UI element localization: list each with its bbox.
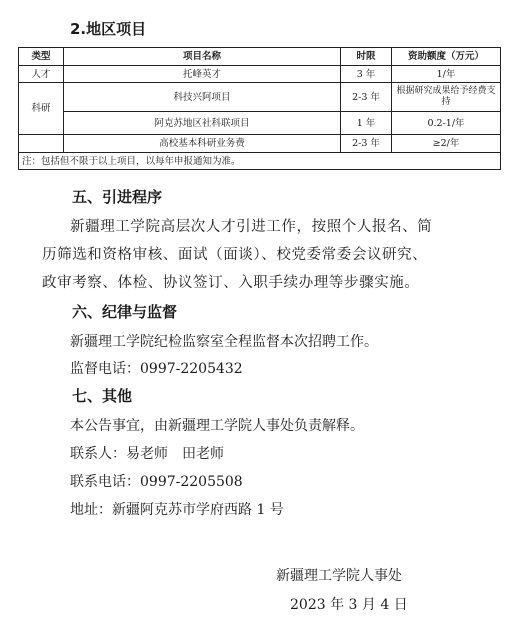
- section-5-line: 政审考察、体检、协议签订、入职手续办理等步骤实施。: [42, 275, 420, 291]
- section-6-title: 六、纪律与监督: [72, 303, 178, 321]
- section-5-title: 五、引进程序: [72, 188, 163, 206]
- header-name: 项目名称: [64, 48, 341, 66]
- signature-date: 2023 年 3 月 4 日: [290, 597, 408, 613]
- table-note: 注：包括但不限于以上项目，以每年申报通知为准。: [19, 153, 501, 170]
- table-row: [19, 112, 501, 135]
- funding-table: [18, 47, 501, 170]
- section-6-line: 新疆理工学院纪检监察室全程监督本次招聘工作。: [70, 334, 378, 350]
- section-5-line: 新疆理工学院高层次人才引进工作，按照个人报名、简: [70, 219, 433, 235]
- cell-name: 科技兴阿项目: [64, 83, 341, 112]
- header-amount: 资助额度（万元）: [392, 48, 501, 66]
- cell-amount: 根据研究成果给予经费支持: [392, 83, 501, 112]
- table-row: [19, 135, 501, 153]
- signature-org: 新疆理工学院人事处: [276, 568, 402, 584]
- cell-type: 科研: [19, 83, 64, 135]
- supervision-phone: 监督电话：0997-2205432: [70, 361, 243, 377]
- cell-name: 阿克苏地区社科联项目: [64, 112, 341, 135]
- section-5-line: 历筛选和资格审核、面试（面谈）、校党委常委会议研究、: [42, 247, 428, 263]
- cell-name: 托峰英才: [64, 66, 341, 83]
- cell-name: 高校基本科研业务费: [64, 135, 341, 153]
- table-header-row: [19, 48, 501, 66]
- section-7-title: 七、其他: [72, 387, 133, 405]
- cell-period: 2-3 年: [341, 83, 392, 112]
- section-7-line: 本公告事宜，由新疆理工学院人事处负责解释。: [70, 418, 364, 434]
- contact-phone: 联系电话：0997-2205508: [70, 474, 243, 490]
- header-period: 时限: [341, 48, 392, 66]
- cell-period: 3 年: [341, 66, 392, 83]
- cell-period: 2-3 年: [341, 135, 392, 153]
- header-type: 类型: [19, 48, 64, 66]
- table-row: [19, 83, 501, 112]
- table-note-row: [19, 153, 501, 170]
- address: 地址：新疆阿克苏市学府西路 1 号: [70, 502, 284, 518]
- cell-period: 1 年: [341, 112, 392, 135]
- cell-amount: 1/年: [392, 66, 501, 83]
- cell-amount: ≥2/年: [392, 135, 501, 153]
- contact-persons: 联系人：易老师 田老师: [70, 446, 224, 462]
- cell-type: 人才: [19, 66, 64, 83]
- cell-type: [19, 135, 64, 153]
- subsection-title: 2.地区项目: [70, 20, 147, 38]
- table-row: [19, 66, 501, 83]
- cell-amount: 0.2-1/年: [392, 112, 501, 135]
